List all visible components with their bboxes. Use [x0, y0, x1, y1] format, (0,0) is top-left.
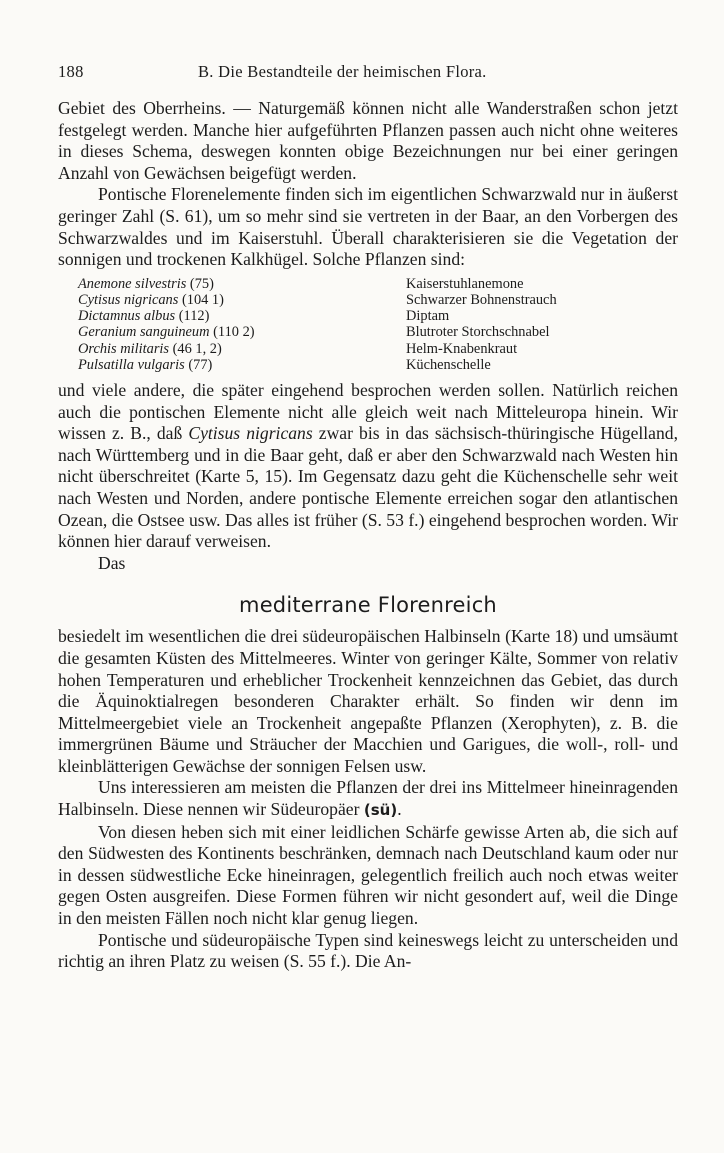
- paragraph-7: Pontische und südeuropäische Typen sind keineswegs leicht zu unterscheiden und richtig an ihren Platz zu weisen (S. 55 f.). Die An-: [58, 929, 678, 972]
- paragraph-2: Pontische Florenelemente finden sich im eigentlichen Schwarzwald nur in äußerst geringer Zahl (S. 61), um so mehr sind sie vertreten in der Baar, an den Vorbergen des Schwarzwaldes und im Kaiserstuhl. Überall charakterisieren sie die Vegetation der sonnigen und trockenen Kalkhügel. Solche Pflanzen sind:: [58, 184, 678, 270]
- species-latin: Cytisus nigricans (104 1): [78, 291, 224, 308]
- species-latin: Orchis militaris (46 1, 2): [78, 340, 222, 357]
- species-latin: Pulsatilla vulgaris (77): [78, 356, 213, 373]
- species-latin: Dictamnus albus (112): [78, 308, 210, 325]
- paragraph-6: Von diesen heben sich mit einer leidlichen Schärfe gewisse Arten ab, die sich auf den Südwesten des Kontinents beschränken, demnach nach Deutschland kaum oder nur in dessen südwestliche Ecke hineinragen, gelegentlich freilich auch noch etwas weiter gegen Osten ausgreifen. Diese Formen führen wir nicht gesondert auf, weil die Dinge in den meisten Fällen noch nicht klar genug liegen.: [58, 821, 678, 929]
- section-title: mediterrane Florenreich: [239, 593, 497, 618]
- paragraph-1: Gebiet des Oberrheins. — Naturgemäß können nicht alle Wanderstraßen schon jetzt festgelegt werden. Manche hier aufgeführten Pflanzen passen auch nicht ohne weiteres in dieses Schema, deswegen konnten obige Bezeichnungen nur bei einer geringen Anzahl von Gewächsen beigefügt werden.: [58, 98, 678, 183]
- paragraph-4: besiedelt im wesentlichen die drei südeuropäischen Halbinseln (Karte 18) und umsäumt die gesamten Küsten des Mittelmeeres. Winter von geringer Kälte, Sommer von relativ hohen Temperaturen und erheblicher Trockenheit kennzeichnen das Gebiet, das durch die Äquinoktialregen besonderen Charakter erhält. So finden wir denn im Mittelmeergebiet viele an Trockenheit angepaßte Pflanzen (Xerophyten), z. B. die immergrünen Bäume und Sträucher der Macchien und Garigues, die woll-, roll- und kleinblätterigen Gewächse der sonnigen Felsen usw.: [58, 626, 678, 776]
- paragraph-3: und viele andere, die später eingehend besprochen werden sollen. Natürlich reichen auch die pontischen Elemente nicht alle gleich weit nach Mitteleuropa hinein. Wir wissen z. B., daß Cytisus nigricans zwar bis in das sächsisch-thüringische Hügelland, nach Württemberg und in die Baar geht, daß er aber den Schwarzwald nach Westen hin nicht überschreitet (Karte 5, 15). Im Gegensatz dazu geht die Küchenschelle sehr weit nach Westen und Norden, andere pontische Elemente erreichen sogar den atlantischen Ozean, die Ostsee usw. Das alles ist früher (S. 53 f.) eingehend besprochen worden. Wir können hier darauf verweisen.: [58, 379, 678, 552]
- species-latin: Geranium sanguineum (110 2): [78, 324, 255, 341]
- species-common: Diptam: [406, 308, 450, 325]
- species-common: Helm-Knabenkraut: [406, 340, 518, 357]
- das-line: Das: [98, 552, 126, 573]
- page-number: 188: [58, 62, 84, 81]
- paragraph-5: Uns interessieren am meisten die Pflanzen der drei ins Mittelmeer hineinragenden Halbinseln. Diese nennen wir Südeuropäer (sü).: [58, 777, 678, 820]
- species-common: Schwarzer Bohnenstrauch: [406, 291, 557, 308]
- species-common: Kaiserstuhlanemone: [406, 275, 524, 292]
- species-common: Küchenschelle: [406, 356, 491, 373]
- page-header: [58, 62, 678, 84]
- species-common: Blutroter Storchschnabel: [406, 324, 550, 341]
- species-list: [78, 276, 678, 373]
- running-title: B. Die Bestandteile der heimischen Flora.: [198, 62, 487, 81]
- species-latin: Anemone silvestris (75): [78, 275, 214, 292]
